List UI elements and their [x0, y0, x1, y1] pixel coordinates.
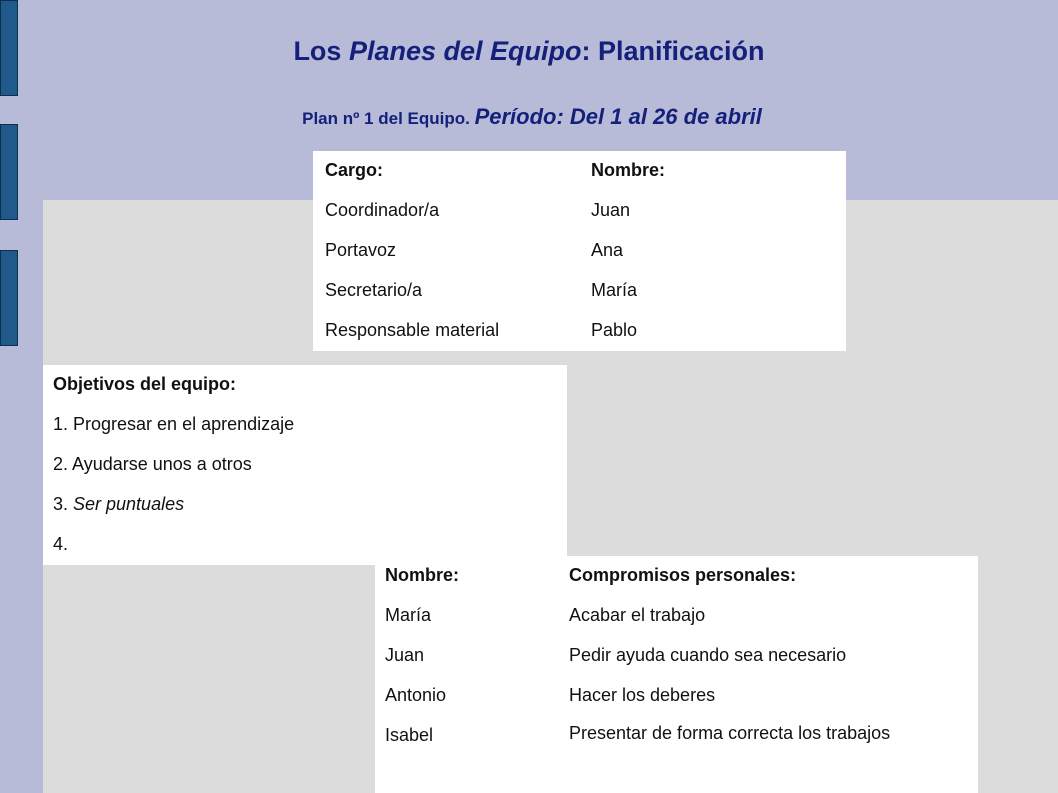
list-item — [43, 445, 567, 485]
slide-title — [0, 36, 1058, 67]
side-bar-2 — [0, 124, 18, 220]
commitment-cell: Presentar de forma correcta los trabajos — [569, 723, 891, 743]
roles-header-cargo: Cargo: — [325, 160, 383, 180]
commitment-cell: Hacer los deberes — [569, 685, 716, 705]
table-row — [375, 716, 978, 793]
commitments-header-compromisos: Compromisos personales: — [569, 565, 797, 585]
table-row — [375, 556, 978, 596]
name-cell: María — [385, 605, 432, 625]
subtitle-period: Período: Del 1 al 26 de abril — [474, 104, 762, 129]
table-row — [313, 231, 846, 271]
name-cell: Antonio — [385, 685, 447, 705]
name-cell: Ana — [591, 240, 624, 260]
title-part-1: Los — [293, 36, 349, 66]
name-cell: Juan — [591, 200, 631, 220]
commitments-header-nombre: Nombre: — [385, 565, 460, 585]
list-item — [43, 365, 567, 405]
objective-item: 1. Progresar en el aprendizaje — [53, 414, 295, 434]
name-cell: Isabel — [385, 725, 434, 745]
commitments-table — [375, 556, 978, 793]
objectives-box — [43, 365, 567, 565]
table-row — [313, 151, 846, 191]
role-cell: Coordinador/a — [325, 200, 440, 220]
objective-italic-text: Ser puntuales — [73, 494, 185, 514]
roles-header-nombre: Nombre: — [591, 160, 666, 180]
table-row — [375, 636, 978, 676]
name-cell: Juan — [385, 645, 425, 665]
table-row — [313, 271, 846, 311]
list-item — [43, 485, 567, 525]
subtitle-plan: Plan nº 1 del Equipo. — [302, 109, 475, 128]
name-cell: María — [591, 280, 638, 300]
role-cell: Secretario/a — [325, 280, 423, 300]
slide-subtitle — [0, 104, 1058, 130]
role-cell: Portavoz — [325, 240, 397, 260]
list-item — [43, 405, 567, 445]
title-part-2: : Planificación — [581, 36, 765, 66]
commitment-cell: Acabar el trabajo — [569, 605, 706, 625]
roles-table — [313, 151, 846, 351]
commitment-cell: Pedir ayuda cuando sea necesario — [569, 645, 847, 665]
role-cell: Responsable material — [325, 320, 500, 340]
side-bar-3 — [0, 250, 18, 346]
objective-number: 3. — [53, 494, 74, 514]
name-cell: Pablo — [591, 320, 638, 340]
objectives-header: Objetivos del equipo: — [53, 374, 237, 394]
table-row — [313, 191, 846, 231]
objective-item — [53, 494, 184, 515]
objective-item: 2. Ayudarse unos a otros — [53, 454, 252, 474]
table-row — [313, 311, 846, 351]
table-row — [375, 596, 978, 636]
objective-item: 4. — [53, 534, 69, 554]
table-row — [375, 676, 978, 716]
title-italic: Planes del Equipo — [348, 36, 582, 66]
